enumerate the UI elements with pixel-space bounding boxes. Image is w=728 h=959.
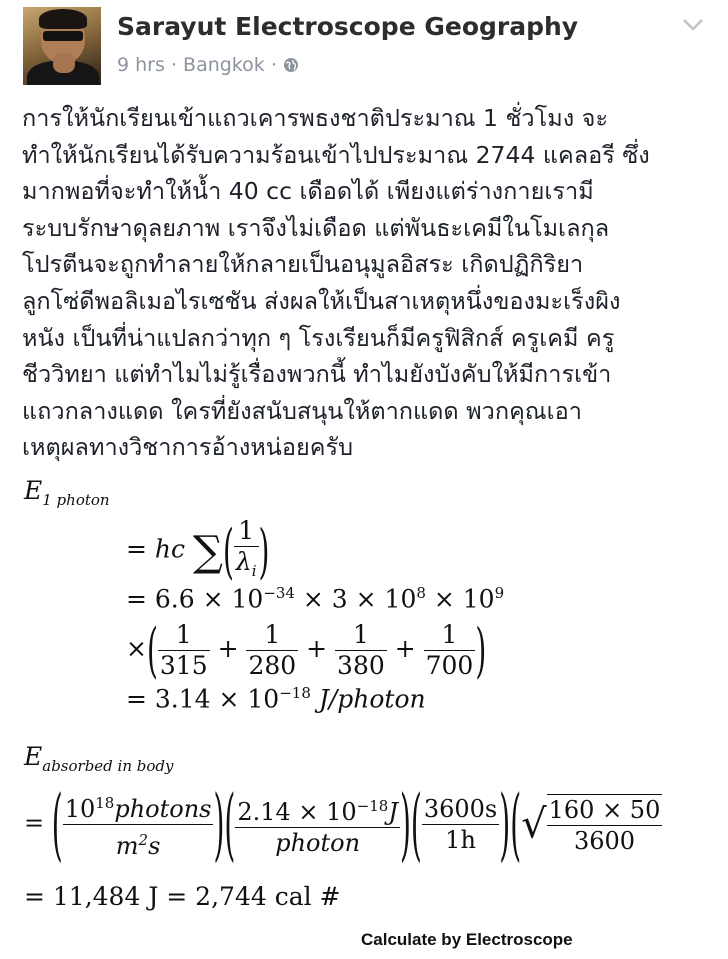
fraction-numerator: 3600s bbox=[423, 795, 498, 823]
flux-base: 10 bbox=[64, 795, 96, 823]
photon-energy-exponent: −18 bbox=[279, 684, 311, 702]
lambda-subscript: i bbox=[251, 562, 257, 580]
flux-unit: photons bbox=[114, 795, 212, 823]
right-paren: ) bbox=[499, 778, 511, 871]
sqrt-fraction bbox=[547, 794, 663, 856]
fraction-380 bbox=[335, 620, 387, 681]
flux-fraction bbox=[63, 788, 214, 861]
fraction-numerator: 1 bbox=[234, 516, 259, 547]
author-name[interactable]: Sarayut Electroscope Geography bbox=[117, 12, 579, 41]
avatar-hair bbox=[39, 9, 87, 29]
fraction-numerator: 160 × 50 bbox=[548, 795, 661, 824]
e1-symbol: E bbox=[24, 476, 43, 505]
times-sign: × bbox=[126, 634, 147, 663]
post-time[interactable]: 9 hrs bbox=[117, 54, 165, 76]
post-text-line: มากพอที่จะทำให้น้ำ 40 cc เดือดได้ เพียงแต่ร่างกายเรามี bbox=[22, 177, 594, 206]
fraction-numerator: 1 bbox=[424, 620, 476, 651]
fraction-denominator: 3600 bbox=[573, 826, 636, 855]
plus-sign: + bbox=[306, 634, 328, 663]
fraction-denominator: 280 bbox=[248, 651, 297, 680]
post-text-line: แถวกลางแดด ใครที่ยังสนับสนุนให้ตากแดด พวกคุณเอา bbox=[22, 396, 582, 425]
globe-icon bbox=[283, 57, 299, 73]
area-unit: m bbox=[115, 832, 139, 860]
e-absorbed-subscript: absorbed in body bbox=[42, 757, 174, 775]
result-line: = 11,484 J = 2,744 cal # bbox=[24, 882, 341, 911]
e-absorbed-label bbox=[24, 742, 173, 775]
fraction-denominator: 380 bbox=[337, 651, 385, 680]
fraction-numerator bbox=[63, 788, 214, 825]
absorbed-product-line bbox=[24, 778, 662, 871]
right-paren: ) bbox=[213, 778, 225, 871]
exponent-2: 8 bbox=[416, 584, 426, 602]
post-text-line: โปรตีนจะถูกทำลายให้กลายเป็นอนุมูลอิสระ เกิดปฏิกิริยา bbox=[22, 250, 584, 279]
fraction-numerator: 1 bbox=[158, 620, 210, 651]
e-absorbed-symbol: E bbox=[24, 742, 43, 771]
post-text-line: ระบบรักษาดุลยภาพ เราจึงไม่เดือด แต่พันธะเคมีในโมเลกุล bbox=[22, 213, 610, 242]
e1-subscript: 1 photon bbox=[42, 491, 110, 509]
fraction-denominator bbox=[63, 825, 214, 861]
fraction-315 bbox=[158, 620, 210, 681]
left-paren: ( bbox=[410, 778, 422, 871]
post-text-line: การให้นักเรียนเข้าแถวเคารพธงชาติประมาณ 1 ชั่วโมง จะ bbox=[22, 104, 609, 132]
left-paren: ( bbox=[224, 778, 236, 871]
post-text bbox=[22, 100, 722, 466]
wavelength-sum-line bbox=[126, 615, 487, 686]
fraction-280 bbox=[246, 620, 298, 681]
energy-value: 2.14 × 10 bbox=[237, 798, 357, 826]
exponent-1: −34 bbox=[263, 584, 295, 602]
fraction-denominator: photon bbox=[275, 829, 361, 857]
post-text-line: ลูกโซ่ดีพอลิเมอไรเซชัน ส่งผลให้เป็นสาเหตุหนึ่งของมะเร็งผิง bbox=[22, 286, 621, 315]
hc-term: = hc bbox=[126, 534, 185, 564]
constants-line bbox=[126, 584, 504, 613]
fraction-denominator: 700 bbox=[425, 651, 474, 680]
time-unit: s bbox=[148, 832, 161, 860]
lambda-symbol: λ bbox=[235, 547, 252, 576]
sigma-symbol: ∑ bbox=[192, 526, 223, 576]
fraction-denominator: 315 bbox=[159, 651, 208, 680]
sqrt-symbol: √ bbox=[521, 801, 547, 848]
energy-exponent: −18 bbox=[356, 797, 389, 815]
fraction-700 bbox=[424, 620, 476, 681]
fraction-numerator: 1 bbox=[246, 620, 298, 651]
fraction-numerator: 1 bbox=[335, 620, 387, 651]
fraction-numerator bbox=[235, 791, 400, 828]
credit-text: Calculate by Electroscope bbox=[361, 930, 573, 949]
constants-part-3: × 10 bbox=[425, 584, 495, 614]
post-meta bbox=[117, 54, 299, 76]
plus-sign: + bbox=[217, 634, 239, 663]
energy-fraction bbox=[235, 791, 400, 858]
photon-energy-line bbox=[126, 684, 426, 713]
e1-label bbox=[24, 476, 110, 509]
fraction-denominator: 1h bbox=[445, 826, 476, 854]
post-location[interactable]: Bangkok bbox=[183, 54, 265, 76]
fraction-denominator bbox=[234, 547, 259, 586]
left-paren: ( bbox=[222, 516, 234, 586]
post-header bbox=[0, 0, 728, 95]
chevron-down-icon[interactable] bbox=[682, 18, 704, 32]
plus-sign: + bbox=[394, 634, 416, 663]
post-text-line: ชีววิทยา แต่ทำไมไม่รู้เรื่องพวกนี้ ทำไมยังบังคับให้มีการเข้า bbox=[22, 360, 612, 389]
avatar-sunglasses bbox=[43, 31, 83, 41]
photon-energy-unit: J/photon bbox=[318, 684, 426, 714]
post-text-line: เหตุผลทางวิชาการอ้างหน่อยครับ bbox=[22, 433, 353, 462]
inverse-lambda-fraction bbox=[234, 516, 259, 586]
sum-line bbox=[126, 516, 269, 586]
left-paren: ( bbox=[510, 778, 522, 871]
left-paren: ( bbox=[51, 778, 63, 871]
constants-part-2: × 3 × 10 bbox=[294, 584, 417, 614]
meta-separator-2: · bbox=[270, 54, 277, 76]
post-text-line: หนัง เป็นที่น่าแปลกว่าทุก ๆ โรงเรียนก็มีครูฟิสิกส์ ครูเคมี ครู bbox=[22, 323, 615, 352]
right-paren: ) bbox=[475, 615, 487, 686]
equals-sign: = bbox=[24, 809, 45, 837]
photon-energy-value: = 3.14 × 10 bbox=[126, 684, 280, 714]
post-text-line: ทำให้นักเรียนได้รับความร้อนเข้าไปประมาณ 2744 แคลอรี ซึ่ง bbox=[22, 140, 650, 169]
avatar-hand bbox=[53, 53, 75, 73]
author-avatar[interactable] bbox=[23, 7, 101, 85]
right-paren: ) bbox=[258, 516, 270, 586]
meta-separator: · bbox=[170, 54, 177, 76]
time-fraction bbox=[422, 794, 499, 855]
constants-part-1: = 6.6 × 10 bbox=[126, 584, 264, 614]
exponent-3: 9 bbox=[494, 584, 505, 602]
energy-unit: J bbox=[388, 798, 398, 826]
left-paren: ( bbox=[146, 615, 158, 686]
area-exponent: 2 bbox=[138, 831, 149, 849]
formula-image[interactable] bbox=[0, 462, 728, 959]
flux-exponent: 18 bbox=[95, 794, 115, 812]
right-paren: ) bbox=[399, 778, 411, 871]
